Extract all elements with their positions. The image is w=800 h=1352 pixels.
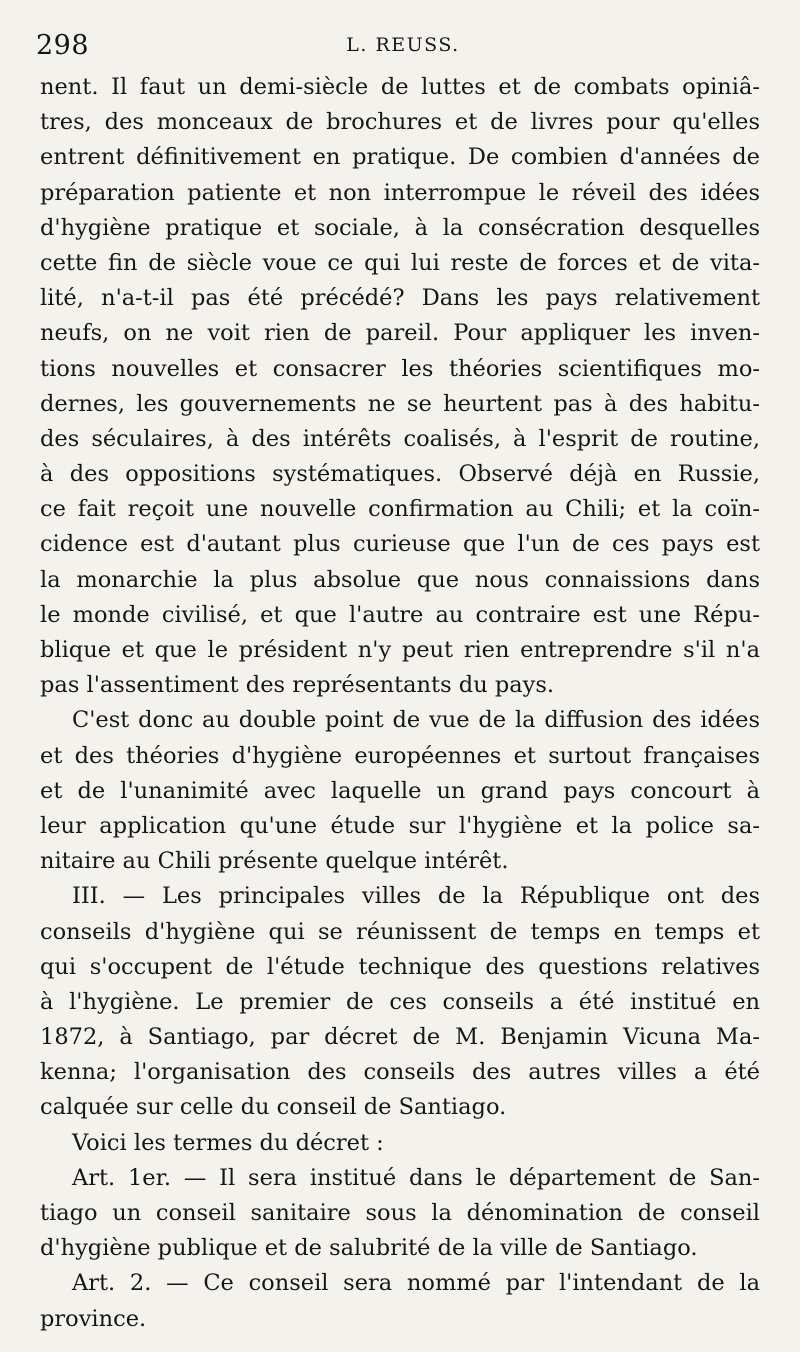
text-line: à l'hygiène. Le premier de ces conseils a été institué en	[40, 988, 760, 1015]
text-line: Voici les termes du décret :	[72, 1129, 384, 1156]
text-line: cette fin de siècle voue ce qui lui reste de forces et de vita-	[40, 249, 760, 276]
text-line: tions nouvelles et consacrer les théories scientifiques mo-	[40, 355, 760, 382]
text-line: préparation patiente et non interrompue le réveil des idées	[40, 179, 760, 206]
paragraph	[40, 1126, 760, 1161]
text-line: leur application qu'une étude sur l'hygiène et la police sa-	[40, 812, 760, 839]
text-line: III. — Les principales villes de la République ont des	[72, 883, 760, 910]
text-line: entrent définitivement en pratique. De combien d'années de	[40, 144, 760, 171]
text-line: cidence est d'autant plus curieuse que l'un de ces pays est	[40, 531, 760, 558]
text-line: et de l'unanimité avec laquelle un grand pays concourt à	[40, 777, 760, 804]
text-line: qui s'occupent de l'étude technique des questions relatives	[40, 953, 760, 980]
text-line: ce fait reçoit une nouvelle confirmation au Chili; et la coïn-	[40, 496, 760, 523]
text-line: dernes, les gouvernements ne se heurtent pas à des habitu-	[40, 390, 760, 417]
body-text	[40, 70, 760, 1337]
text-line: nitaire au Chili présente quelque intérêt.	[40, 848, 509, 875]
paragraph	[40, 70, 760, 703]
text-line: la monarchie la plus absolue que nous connaissions dans	[40, 566, 760, 593]
text-line: nent. Il faut un demi-siècle de luttes et de combats opiniâ-	[40, 74, 760, 100]
page-header	[36, 28, 760, 64]
text-line: tres, des monceaux de brochures et de livres pour qu'elles	[40, 109, 760, 136]
text-line: tiago un conseil sanitaire sous la dénomination de conseil	[40, 1200, 760, 1226]
page-number: 298	[36, 30, 90, 61]
text-line: Art. 2. — Ce conseil sera nommé par l'intendant de la	[72, 1270, 760, 1297]
text-line: province.	[40, 1305, 147, 1332]
text-line: 1872, à Santiago, par décret de M. Benjamin Vicuna Ma-	[40, 1024, 760, 1051]
text-line: Art. 1er. — Il sera institué dans le département de San-	[72, 1164, 760, 1191]
text-line: kenna; l'organisation des conseils des autres villes a été	[40, 1059, 760, 1086]
running-head: L. REUSS.	[346, 34, 460, 56]
text-line: calquée sur celle du conseil de Santiago.	[40, 1094, 507, 1121]
text-line: le monde civilisé, et que l'autre au contraire est une Répu-	[40, 601, 760, 628]
text-line: conseils d'hygiène qui se réunissent de temps en temps et	[40, 918, 760, 945]
paragraph	[40, 879, 760, 1125]
text-line: C'est donc au double point de vue de la diffusion des idées	[72, 707, 760, 734]
text-line: lité, n'a-t-il pas été précédé? Dans les pays relativement	[40, 285, 760, 312]
paragraph	[40, 1266, 760, 1336]
text-line: d'hygiène publique et de salubrité de la ville de Santiago.	[40, 1235, 698, 1262]
text-line: et des théories d'hygiène européennes et surtout françaises	[40, 742, 760, 769]
paragraph	[40, 1161, 760, 1267]
text-line: des séculaires, à des intérêts coalisés, à l'esprit de routine,	[40, 425, 760, 452]
text-line: blique et que le président n'y peut rien entreprendre s'il n'a	[40, 637, 760, 663]
text-line: pas l'assentiment des représentants du pays.	[40, 672, 555, 699]
text-line: neufs, on ne voit rien de pareil. Pour appliquer les inven-	[40, 320, 760, 347]
paragraph	[40, 703, 760, 879]
text-line: à des oppositions systématiques. Observé déjà en Russie,	[40, 461, 760, 488]
text-line: d'hygiène pratique et sociale, à la consécration desquelles	[40, 214, 760, 241]
